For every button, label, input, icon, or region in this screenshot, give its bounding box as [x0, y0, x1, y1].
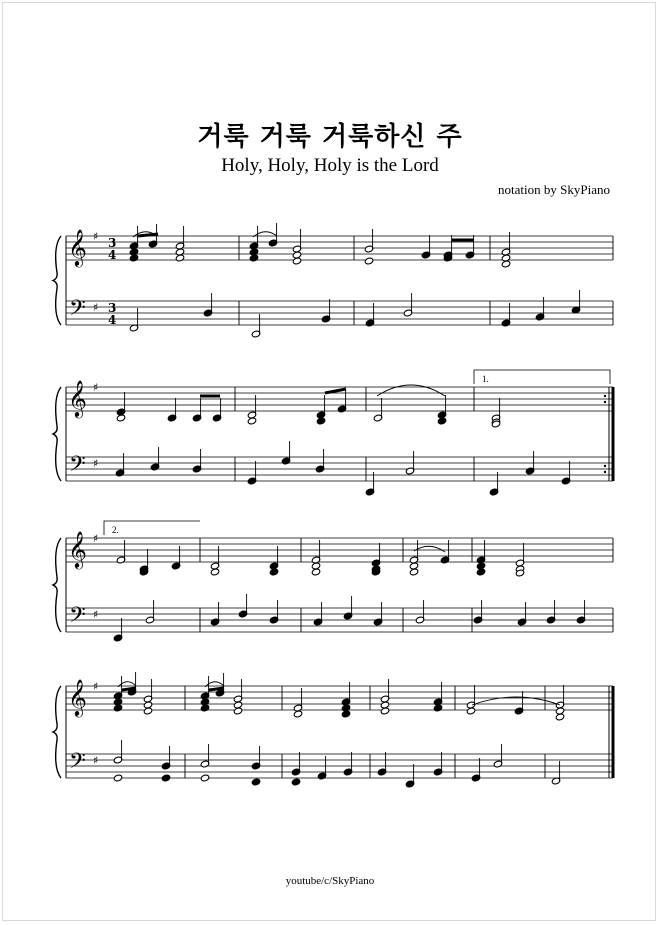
note	[210, 568, 219, 576]
note	[365, 472, 374, 496]
note	[192, 449, 201, 473]
note	[203, 293, 212, 317]
note	[546, 600, 555, 624]
note	[316, 395, 325, 419]
note	[292, 257, 301, 265]
note	[551, 761, 560, 785]
bass-clef: 𝄢	[69, 296, 86, 326]
note	[175, 254, 184, 262]
note	[501, 232, 510, 256]
dot	[604, 401, 606, 403]
note	[415, 600, 424, 624]
note	[291, 752, 300, 776]
note	[341, 682, 350, 706]
note	[373, 398, 382, 422]
bass-clef: 𝄢	[69, 603, 86, 633]
note	[403, 293, 412, 317]
note	[247, 461, 256, 485]
note	[364, 257, 373, 265]
note	[476, 568, 485, 576]
note	[113, 740, 122, 764]
note	[200, 676, 209, 700]
note	[129, 254, 138, 262]
note	[171, 546, 180, 570]
note	[269, 568, 278, 576]
note	[293, 688, 302, 712]
note	[365, 303, 374, 327]
dot	[604, 395, 606, 397]
note	[251, 746, 260, 770]
note	[535, 297, 544, 321]
note	[251, 314, 260, 338]
note	[471, 758, 480, 782]
treble-clef: 𝄞	[68, 379, 87, 417]
sharp: ♯	[93, 381, 99, 394]
note	[192, 398, 201, 422]
volta-1-bracket	[474, 370, 610, 384]
sharp: ♯	[93, 301, 99, 314]
note	[292, 229, 301, 253]
note	[555, 713, 564, 721]
note	[161, 774, 170, 782]
note	[489, 472, 498, 496]
note	[501, 303, 510, 327]
note	[238, 594, 247, 618]
note	[514, 691, 523, 715]
notation-credit: notation by SkyPiano	[498, 182, 610, 197]
time-signature-bottom: 4	[108, 313, 117, 327]
system-brace	[53, 686, 61, 778]
note	[291, 778, 300, 786]
note	[113, 704, 122, 712]
note	[115, 453, 124, 477]
note	[161, 746, 170, 770]
note	[251, 778, 260, 786]
sharp: ♯	[93, 680, 99, 693]
note	[515, 543, 524, 567]
note	[129, 226, 138, 250]
note	[341, 710, 350, 718]
bass-staff	[66, 754, 613, 778]
note	[269, 600, 278, 624]
note	[116, 414, 125, 422]
note	[315, 449, 324, 473]
beam	[209, 688, 224, 690]
note	[150, 447, 159, 471]
note	[316, 417, 325, 425]
note	[555, 685, 564, 709]
note	[405, 764, 414, 788]
note	[200, 744, 209, 768]
note	[409, 540, 418, 564]
time-signature-top: 3	[108, 301, 117, 315]
dot	[604, 465, 606, 467]
note	[409, 568, 418, 576]
sharp: ♯	[93, 457, 99, 470]
bass-clef: 𝄢	[69, 452, 86, 482]
note	[200, 774, 209, 782]
note	[501, 260, 510, 268]
note	[311, 568, 320, 576]
bass-staff	[66, 301, 613, 325]
note	[437, 417, 446, 425]
note	[127, 672, 136, 696]
note	[576, 600, 585, 624]
note	[210, 546, 219, 570]
note	[233, 679, 242, 703]
system-brace	[53, 236, 61, 325]
note	[233, 707, 242, 715]
note	[337, 389, 346, 413]
note	[200, 704, 209, 712]
note	[311, 540, 320, 564]
note	[113, 618, 122, 642]
note	[175, 226, 184, 250]
note	[561, 461, 570, 485]
treble-clef: 𝄞	[68, 678, 87, 716]
note	[377, 752, 386, 776]
note	[466, 707, 475, 715]
song-subtitle: Holy, Holy, Holy is the Lord	[221, 155, 439, 176]
note	[493, 744, 502, 768]
note	[212, 398, 221, 422]
note	[317, 756, 326, 780]
note	[247, 417, 256, 425]
dot	[604, 471, 606, 473]
youtube-footer: youtube/c/SkyPiano	[285, 875, 375, 887]
note	[364, 229, 373, 253]
note	[113, 774, 122, 782]
note	[281, 441, 290, 465]
system-brace	[53, 387, 61, 481]
note	[466, 685, 475, 709]
note	[380, 679, 389, 703]
note	[143, 679, 152, 703]
note	[433, 752, 442, 776]
note	[129, 308, 138, 332]
treble-staff	[66, 236, 613, 260]
note	[249, 254, 258, 262]
sharp: ♯	[93, 754, 99, 767]
note	[343, 752, 352, 776]
note	[421, 235, 430, 259]
note	[571, 290, 580, 314]
note	[371, 543, 380, 567]
note	[473, 600, 482, 624]
note	[143, 707, 152, 715]
note	[321, 299, 330, 323]
note	[476, 540, 485, 564]
treble-clef: 𝄞	[68, 530, 87, 568]
note	[247, 395, 256, 419]
note	[113, 676, 122, 700]
note	[380, 707, 389, 715]
sharp: ♯	[93, 532, 99, 545]
beam	[122, 688, 136, 690]
volta-2-label: 2.	[112, 525, 119, 535]
time-signature-bottom: 4	[108, 248, 117, 262]
sharp: ♯	[93, 608, 99, 621]
time-signature-top: 3	[108, 236, 117, 250]
note	[167, 398, 176, 422]
note	[269, 546, 278, 570]
note	[249, 226, 258, 250]
note	[433, 682, 442, 706]
note	[145, 600, 154, 624]
bass-clef: 𝄢	[69, 749, 86, 779]
treble-clef: 𝄞	[68, 228, 87, 266]
beam	[325, 389, 346, 393]
system-brace	[53, 538, 61, 632]
note	[491, 398, 500, 422]
note	[116, 540, 125, 564]
note	[437, 395, 446, 419]
slur	[414, 546, 445, 552]
song-title: 거룩 거룩 거룩하신 주	[197, 122, 463, 152]
note	[433, 704, 442, 712]
note	[293, 710, 302, 718]
volta-1-label: 1.	[482, 374, 489, 384]
sharp: ♯	[93, 230, 99, 243]
note	[116, 392, 125, 416]
